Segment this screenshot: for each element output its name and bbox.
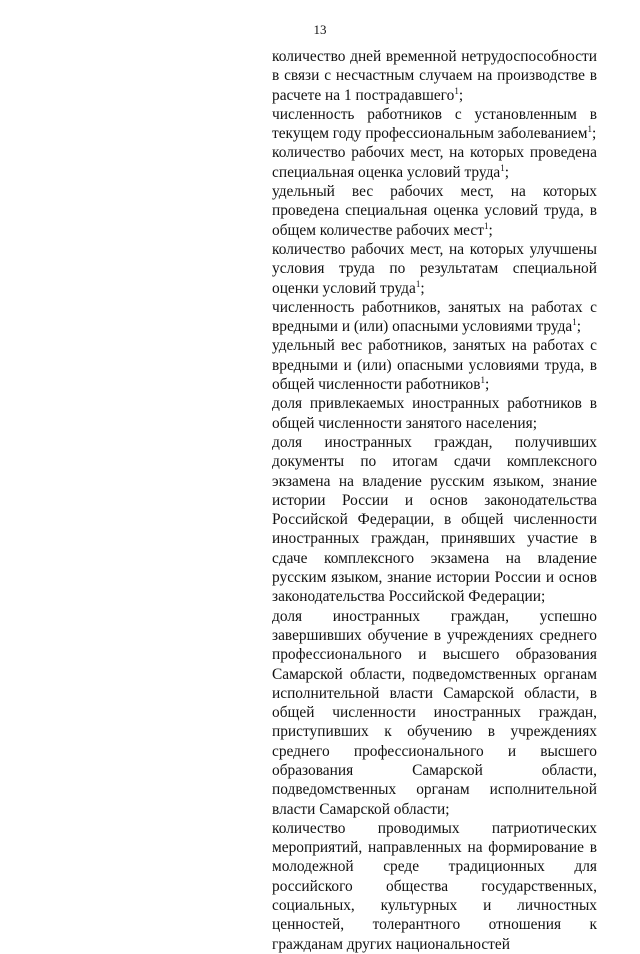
footnote-mark: 1 bbox=[480, 375, 486, 386]
list-item bbox=[272, 105, 597, 144]
footnote-mark: 1 bbox=[572, 317, 577, 328]
list-item bbox=[272, 143, 597, 182]
list-item bbox=[272, 819, 597, 954]
page-number: 13 bbox=[313, 22, 327, 37]
item-text: количество дней временной нетрудоспособности в связи с несчастным случаем на производстве в расчете на 1 пострадавшего bbox=[272, 48, 597, 104]
list-item bbox=[272, 182, 597, 240]
item-end: ; bbox=[485, 376, 490, 394]
footnote-mark: 1 bbox=[483, 220, 489, 231]
item-text: доля привлекаемых иностранных работников в общей численности занятого населения; bbox=[272, 395, 597, 432]
item-text: количество рабочих мест, на которых проведена специальная оценка условий труда bbox=[272, 144, 597, 181]
item-text: удельный вес работников, занятых на работах с вредными и (или) опасными условиями труда, в общей численности работников bbox=[272, 337, 597, 394]
item-text: удельный вес рабочих мест, на которых проведена специальная оценка условий труда, в общем количестве рабочих мест bbox=[272, 183, 597, 239]
list-item bbox=[272, 394, 597, 433]
item-end: ; bbox=[592, 125, 597, 143]
list-item bbox=[272, 240, 597, 298]
footnote-mark: 1 bbox=[454, 85, 459, 96]
item-end: ; bbox=[488, 221, 493, 239]
list-item bbox=[272, 47, 597, 105]
list-item bbox=[272, 607, 597, 819]
list-item bbox=[272, 336, 597, 394]
list-item bbox=[272, 433, 597, 607]
list-item bbox=[272, 298, 597, 337]
item-end: ; bbox=[504, 163, 510, 181]
item-text: количество проводимых патриотических мероприятий, направленных на формирование в молодежной среде традиционных для российского общества государственных, социальных, культурных и личностных ценностей, толерантного отношения к гражданам других национальностей bbox=[272, 819, 597, 953]
item-text: численность работников с установленным в текущем году профессиональным заболеванием bbox=[272, 105, 597, 143]
footnote-mark: 1 bbox=[587, 124, 592, 135]
footnote-mark: 1 bbox=[415, 278, 421, 289]
item-text: численность работников, занятых на работах с вредными и (или) опасными условиями труда bbox=[272, 298, 597, 336]
footnote-mark: 1 bbox=[500, 162, 505, 173]
item-end: ; bbox=[576, 318, 582, 336]
item-text: доля иностранных граждан, получивших документы по итогам сдачи комплексного экзамена на владение русским языком, знание истории России и основ законодательства Российской Федерации, в общей численности иностранных граждан, принявших участие в сдаче комплексного экзамена на владение русским языком, знание истории России и основ законодательства Российской Федерации; bbox=[272, 433, 597, 606]
item-text: количество рабочих мест, на которых улучшены условия труда по результатам специальной оценки условий труда bbox=[272, 240, 597, 297]
indicator-list bbox=[272, 47, 597, 954]
item-text: доля иностранных граждан, успешно завершивших обучение в учреждениях среднего профессионального и высшего образования Самарской области, подведомственных органам исполнительной власти Самарской области, в общей численности иностранных граждан, приступивших к обучению в учреждениях среднего профессионального и высшего образования Самарской области, подведомственных органам исполнительной власти Самарской области; bbox=[272, 607, 597, 818]
item-end: ; bbox=[458, 86, 464, 104]
item-end: ; bbox=[420, 279, 425, 297]
